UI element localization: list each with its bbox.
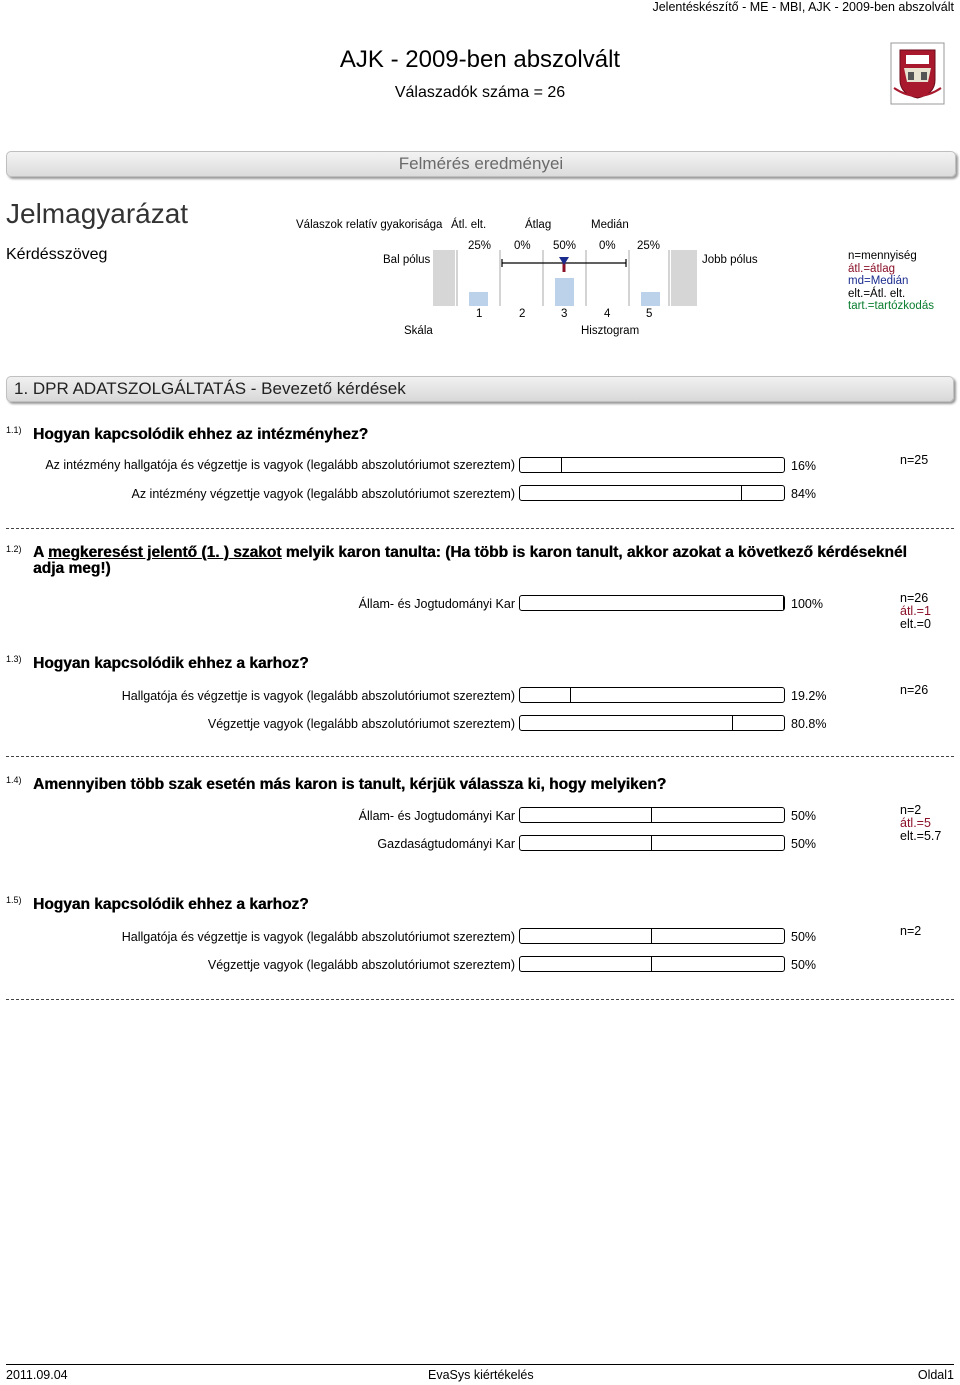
option-pct: 50% [791, 930, 817, 944]
question-divider [6, 999, 954, 1000]
option-bar-fill [520, 688, 571, 702]
option-bar-fill [520, 486, 742, 500]
option-label: Hallgatója és végzettje is vagyok (legalább abszolutóriumot szereztem) [121, 689, 515, 703]
option-pct: 80.8% [791, 717, 827, 731]
option-bar [519, 687, 785, 703]
question-text: Hogyan kapcsolódik ehhez a karhoz? [33, 655, 309, 672]
stat-dev: elt.=5.7 [900, 829, 942, 843]
question-stats [900, 804, 941, 843]
legend-mean: Átlag [525, 219, 552, 231]
question-stats [900, 684, 928, 697]
stat-n: n=26 [900, 591, 929, 605]
legend-histogram-label: Hisztogram [581, 325, 640, 337]
key-md: md=Medián [848, 275, 909, 287]
scale-num-2: 2 [519, 308, 526, 320]
legend-histogram [456, 250, 670, 306]
legend-pct-5: 25% [637, 240, 661, 252]
question-number: 1.5) [6, 895, 22, 905]
option-bar [519, 457, 785, 473]
question-text: Amennyiben több szak esetén más karon is tanult, kérjük válassza ki, hogy melyiken? [33, 776, 667, 793]
option-bar-fill [520, 836, 652, 850]
legend-title: Jelmagyarázat [6, 198, 189, 229]
footer-page: Oldal1 [917, 1368, 954, 1382]
underlined-phrase: megkeresést jelentő (1. ) szakot [47, 544, 282, 561]
option-pct: 84% [791, 487, 817, 501]
question-number: 1.3) [6, 654, 22, 664]
option-bar [519, 485, 785, 501]
question-stats [900, 592, 931, 631]
scale-num-3: 3 [561, 308, 568, 320]
option-pct: 19.2% [791, 689, 827, 703]
option-bar-fill [520, 596, 784, 610]
university-crest-logo [890, 42, 945, 105]
option-bar-fill [520, 716, 733, 730]
question-divider [6, 528, 954, 529]
results-band: Felmérés eredményei [6, 151, 956, 177]
stat-mean: átl.=1 [900, 604, 931, 618]
section-title: 1. DPR ADATSZOLGÁLTATÁS - Bevezető kérdések [14, 379, 406, 398]
key-atl: átl.=átlag [848, 262, 895, 275]
legend-pct-1: 25% [468, 240, 492, 252]
footer-app: EvaSys kiértékelés [428, 1368, 534, 1382]
option-label: Állam- és Jogtudományi Kar [358, 809, 515, 823]
stat-n: n=2 [900, 924, 922, 938]
histogram-column [641, 292, 660, 306]
left-pole-block [433, 250, 455, 306]
option-label: Végzettje vagyok (legalább abszolutóriumot szereztem) [207, 717, 515, 731]
histogram-column [469, 292, 488, 306]
question-text: A megkeresést jelentő (1. ) szakot melyik karon tanulta: (Ha több is karon tanult, akkor azokat a következő kérdéseknél adja meg!) [33, 544, 907, 577]
question-number: 1.4) [6, 775, 22, 785]
option-bar [519, 595, 785, 611]
respondent-count: Válaszadók száma = 26 [394, 84, 566, 101]
option-bar [519, 807, 785, 823]
option-bar [519, 715, 785, 731]
footer-date: 2011.09.04 [6, 1368, 68, 1382]
running-title: Jelentéskészítő - ME - MBI, AJK - 2009-ben abszolvált [652, 0, 954, 14]
stat-dev: elt.=0 [900, 617, 931, 631]
question-stats [900, 925, 921, 938]
legend-scale: Skála [404, 325, 433, 337]
option-bar-fill [520, 808, 652, 822]
legend-rel-freq: Válaszok relatív gyakorisága [296, 219, 443, 231]
option-label: Az intézmény végzettje vagyok (legalább abszolutóriumot szereztem) [131, 487, 515, 501]
scale-num-1: 1 [476, 308, 483, 320]
question-divider [6, 756, 954, 757]
stat-mean: átl.=5 [900, 816, 931, 830]
question-stats [900, 454, 928, 467]
legend-left-pole: Bal pólus [383, 254, 431, 266]
stat-n: n=25 [900, 453, 929, 467]
option-pct: 50% [791, 809, 817, 823]
option-bar-fill [520, 458, 562, 472]
key-tart: tart.=tartózkodás [848, 300, 934, 312]
question-number: 1.1) [6, 425, 22, 435]
option-label: Gazdaságtudományi Kar [377, 837, 515, 851]
key-elt: elt.=Átl. elt. [848, 287, 906, 300]
footer-divider [6, 1364, 954, 1365]
scale-num-4: 4 [604, 308, 611, 320]
right-pole-block [671, 250, 697, 306]
legend-question-text: Kérdésszöveg [6, 246, 108, 263]
option-pct: 100% [791, 597, 823, 611]
option-pct: 50% [791, 958, 817, 972]
question-text: Hogyan kapcsolódik ehhez a karhoz? [33, 896, 309, 913]
option-bar-fill [520, 929, 652, 943]
legend-median: Medián [591, 219, 629, 231]
option-pct: 50% [791, 837, 817, 851]
histogram-column [555, 278, 574, 306]
option-bar [519, 956, 785, 972]
option-bar [519, 928, 785, 944]
legend-pct-4: 0% [599, 240, 616, 252]
stat-n: n=26 [900, 683, 929, 697]
scale-num-5: 5 [646, 308, 653, 320]
legend-pct-2: 0% [514, 240, 531, 252]
legend-pct-3: 50% [553, 240, 577, 252]
legend-std-dev: Átl. elt. [451, 219, 487, 231]
option-label: Állam- és Jogtudományi Kar [358, 597, 515, 611]
stat-n: n=2 [900, 803, 922, 817]
legend-right-pole: Jobb pólus [702, 254, 758, 266]
median-marker [559, 257, 569, 265]
question-number: 1.2) [6, 544, 22, 554]
page-title: AJK - 2009-ben abszolvált [339, 46, 621, 73]
option-label: Az intézmény hallgatója és végzettje is vagyok (legalább abszolutóriumot szereztem) [45, 458, 515, 472]
question-text: Hogyan kapcsolódik ehhez az intézményhez? [33, 426, 369, 443]
key-n: n=mennyiség [848, 250, 917, 262]
option-bar [519, 835, 785, 851]
option-label: Hallgatója és végzettje is vagyok (legalább abszolutóriumot szereztem) [121, 930, 515, 944]
option-label: Végzettje vagyok (legalább abszolutóriumot szereztem) [207, 958, 515, 972]
option-pct: 16% [791, 459, 817, 473]
legend-key [848, 250, 934, 313]
option-bar-fill [520, 957, 652, 971]
